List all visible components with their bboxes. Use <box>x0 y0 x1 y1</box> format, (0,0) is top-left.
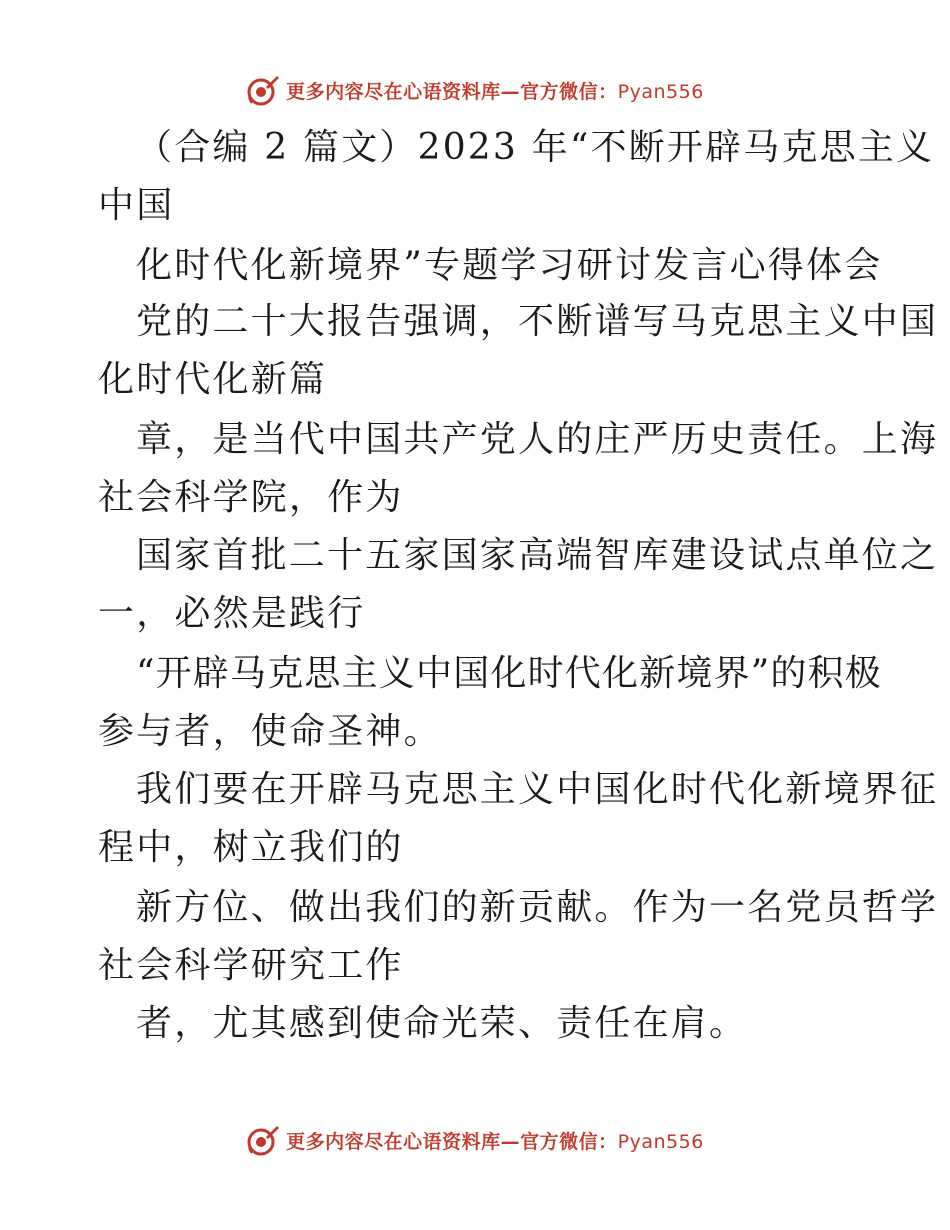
paragraph-line: 社会科学院，作为 <box>98 477 404 518</box>
pen-seal-logo-icon <box>246 1123 280 1157</box>
header-watermark <box>0 70 950 110</box>
paragraph-line: 党的二十大报告强调，不断谱写马克思主义中国 <box>136 301 939 342</box>
title-line-2: 中国 <box>98 185 175 226</box>
paragraph-line: 参与者，使命圣神。 <box>98 711 442 752</box>
paragraph-line: 章，是当代中国共产党人的庄严历史责任。上海 <box>136 419 939 460</box>
watermark-text: 更多内容尽在心语资料库—官方微信：Pyan556 <box>286 80 704 103</box>
paragraph-line: 一，必然是践行 <box>98 593 366 634</box>
title-line-1: （合编 2 篇文）2023 年“不断开辟马克思主义 <box>136 127 935 168</box>
paragraph-line: 化时代化新篇 <box>98 359 328 400</box>
paragraph-line: 新方位、做出我们的新贡献。作为一名党员哲学 <box>136 887 939 928</box>
paragraph-line: 社会科学研究工作 <box>98 945 404 986</box>
pen-seal-logo-icon <box>246 73 280 107</box>
paragraph-line: 程中，树立我们的 <box>98 827 404 868</box>
paragraph-line: “开辟马克思主义中国化时代化新境界”的积极 <box>136 653 883 694</box>
paragraph-line: 我们要在开辟马克思主义中国化时代化新境界征 <box>136 769 939 810</box>
paragraph-line: 者，尤其感到使命光荣、责任在肩。 <box>136 1003 748 1044</box>
watermark-text: 更多内容尽在心语资料库—官方微信：Pyan556 <box>286 1130 704 1153</box>
footer-watermark <box>0 1120 950 1160</box>
paragraph-line: 国家首批二十五家国家高端智库建设试点单位之 <box>136 535 939 576</box>
title-line-3: 化时代化新境界”专题学习研讨发言心得体会 <box>136 245 883 286</box>
